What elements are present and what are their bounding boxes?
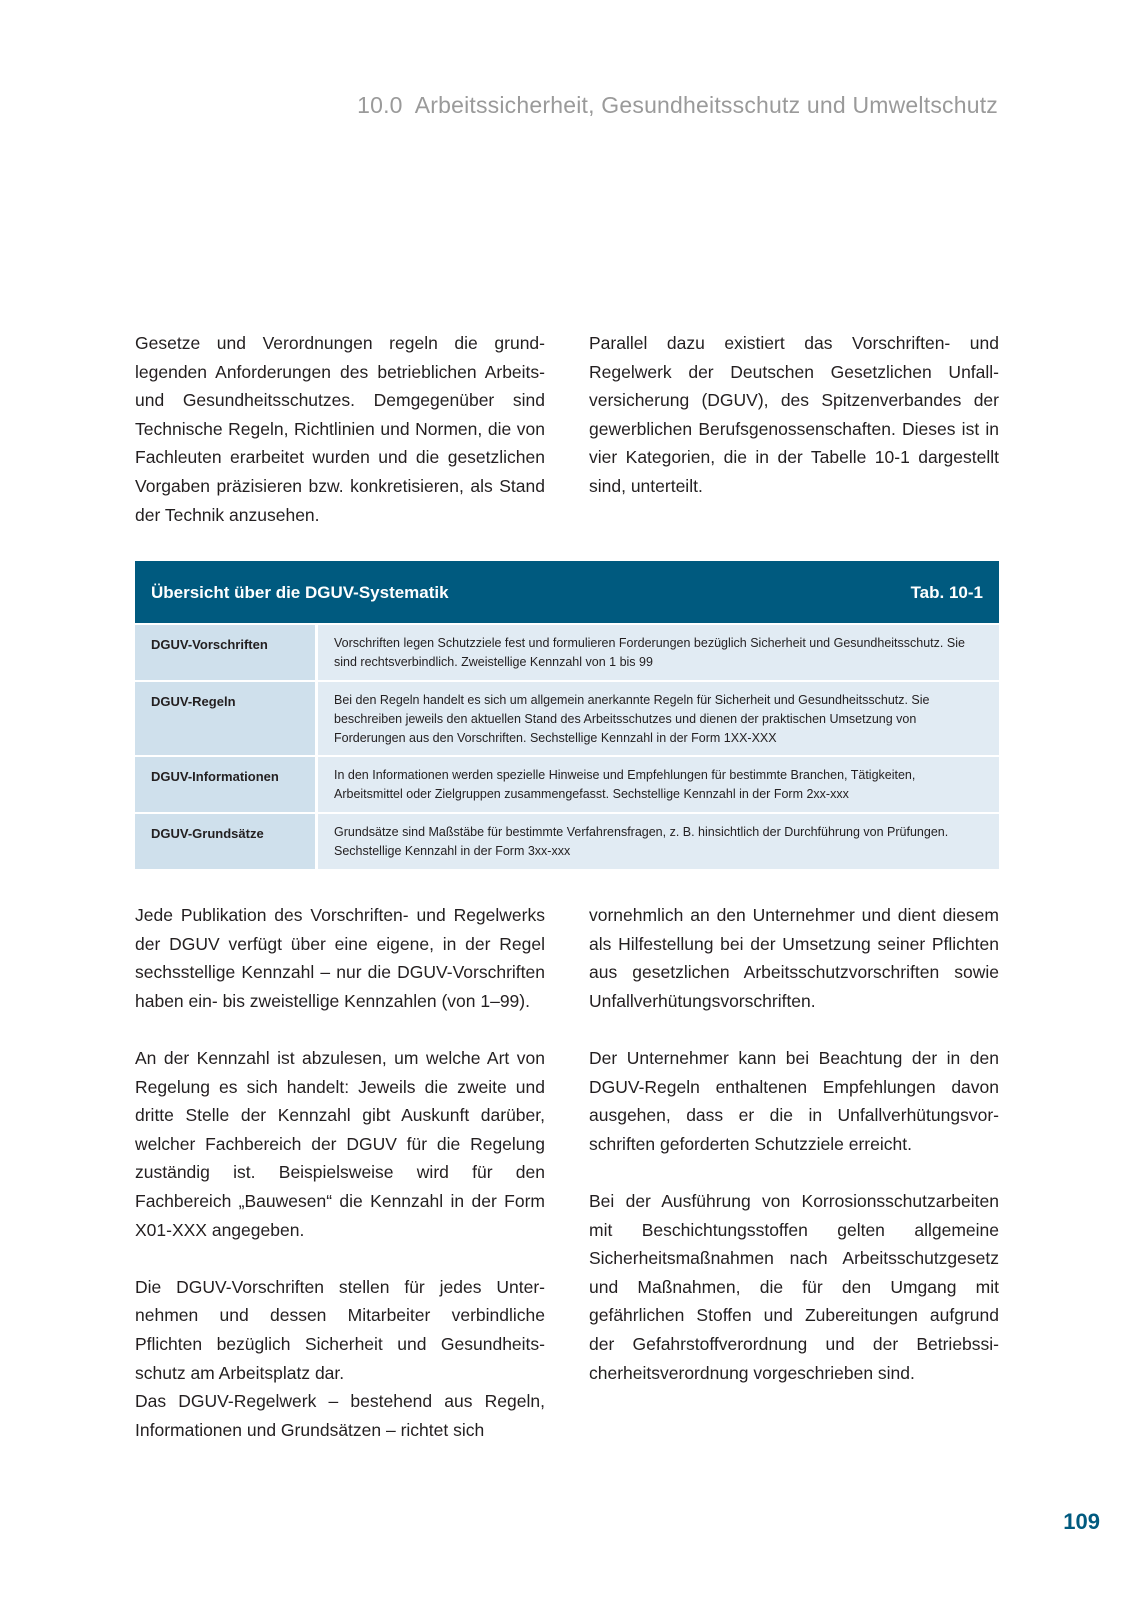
intro-left-column <box>135 329 545 529</box>
table-row <box>135 682 999 755</box>
body-paragraph: vornehmlich an den Unternehmer und dient diesem als Hilfestellung bei der Umsetzung seiner Pflichten aus gesetzlichen Arbeitsschutzvorschriften sowie Unfallverhütungsvorschriften. <box>589 905 999 1011</box>
body-left-column <box>135 901 545 1444</box>
table-row <box>135 625 999 680</box>
table-label: Tab. 10-1 <box>910 582 983 602</box>
dguv-table <box>135 561 999 869</box>
intro-right-column <box>589 329 999 501</box>
page-number: 109 <box>1063 1509 1100 1534</box>
row-description: Bei den Regeln handelt es sich um allgemein anerkannte Regeln für Sicherheit und Gesundheitsschutz. Sie beschreiben jeweils den aktuellen Stand des Arbeitsschutzes und dienen der praktischen Umsetzung von Forderungen aus den Vorschriften. Sechstellige Kennzahl in der Form 1XX-XXX <box>318 682 999 755</box>
chapter-title: Arbeitssicherheit, Gesundheitsschutz und Umweltschutz <box>414 92 998 118</box>
chapter-number: 10.0 <box>357 92 403 118</box>
body-paragraph: Jede Publikation des Vorschriften- und Regelwerks der DGUV verfügt über eine eigene, in der Regel sechsstellige Kennzahl – nur die DGUV-Vorschriften haben ein- bis zweistellige Kennzahlen (von 1–99). <box>135 905 545 1011</box>
body-paragraph: Bei der Ausführung von Korrosionsschutzarbeiten mit Beschichtungsstoffen gelten allgemeine Sicherheitsmaßnahmen nach Arbeitsschutzgesetz und Maßnahmen, die für den Umgang mit gefährlichen Stoffen und Zubereitungen aufgrund der Gefahrstoffverordnung und der Betriebssicherheitsverordnung vorgeschrieben sind. <box>589 1190 999 1383</box>
body-paragraph: Der Unternehmer kann bei Beachtung der in den DGUV-Regeln enthaltenen Empfehlungen davon ausgehen, dass er die in Unfallverhütungsvorschriften geforderten Schutzziele erreicht. <box>589 1047 999 1154</box>
row-term: DGUV-Vorschriften <box>135 625 315 680</box>
chapter-header <box>357 92 998 119</box>
table-title: Übersicht über die DGUV-Systematik <box>151 582 449 602</box>
body-paragraph: Die DGUV-Vorschriften stellen für jedes Unternehmen und dessen Mitarbeiter verbindliche Pflichten bezüglich Sicherheit und Gesundheitsschutz am Arbeitsplatz dar. <box>135 1276 545 1383</box>
body-paragraph: An der Kennzahl ist abzulesen, um welche Art von Regelung es sich handelt: Jeweils die zweite und dritte Stelle der Kennzahl gibt Auskunft darüber, welcher Fachbereich der DGUV für die Regelung zuständig ist. Beispielsweise wird für den Fachbereich „Bauwesen“ die Kennzahl in der Form X01-XXX angegeben. <box>135 1047 545 1240</box>
table-row <box>135 814 999 869</box>
row-description: Grundsätze sind Maßstäbe für bestimmte Verfahrensfragen, z. B. hinsichtlich der Durchführung von Prüfungen. Sechstellige Kennzahl in der Form 3xx-xxx <box>318 814 999 869</box>
body-paragraph: Das DGUV-Regelwerk – bestehend aus Regeln, Informationen und Grundsätzen – richtet sich <box>135 1391 545 1440</box>
table-header <box>135 561 999 623</box>
row-description: Vorschriften legen Schutzziele fest und formulieren Forderungen bezüglich Sicherheit und Gesundheitsschutz. Sie sind rechtsverbindlich. Zweistellige Kennzahl von 1 bis 99 <box>318 625 999 680</box>
row-term: DGUV-Informationen <box>135 757 315 812</box>
table-row <box>135 757 999 812</box>
row-term: DGUV-Regeln <box>135 682 315 755</box>
body-right-column <box>589 901 999 1387</box>
row-description: In den Informationen werden spezielle Hinweise und Empfehlungen für bestimmte Branchen, Tätigkeiten, Arbeitsmittel oder Zielgruppen zusammengefasst. Sechstellige Kennzahl in der Form 2xx-xxx <box>318 757 999 812</box>
row-term: DGUV-Grundsätze <box>135 814 315 869</box>
intro-left-paragraph: Gesetze und Verordnungen regeln die grundlegenden Anforderungen des betrieblichen Arbeits- und Gesundheitsschutzes. Demgegenüber sind Technische Regeln, Richtlinien und Normen, die von Fachleuten erarbeitet wurden und die gesetzlichen Vorgaben präzisieren bzw. konkretisieren, als Stand der Technik anzusehen. <box>135 333 545 525</box>
intro-right-paragraph: Parallel dazu existiert das Vorschriften- und Regelwerk der Deutschen Gesetzlichen Unfallversicherung (DGUV), des Spitzenverbandes der gewerblichen Berufsgenossenschaften. Dieses ist in vier Kategorien, die in der Tabelle 10-1 dargestellt sind, unterteilt. <box>589 333 999 496</box>
